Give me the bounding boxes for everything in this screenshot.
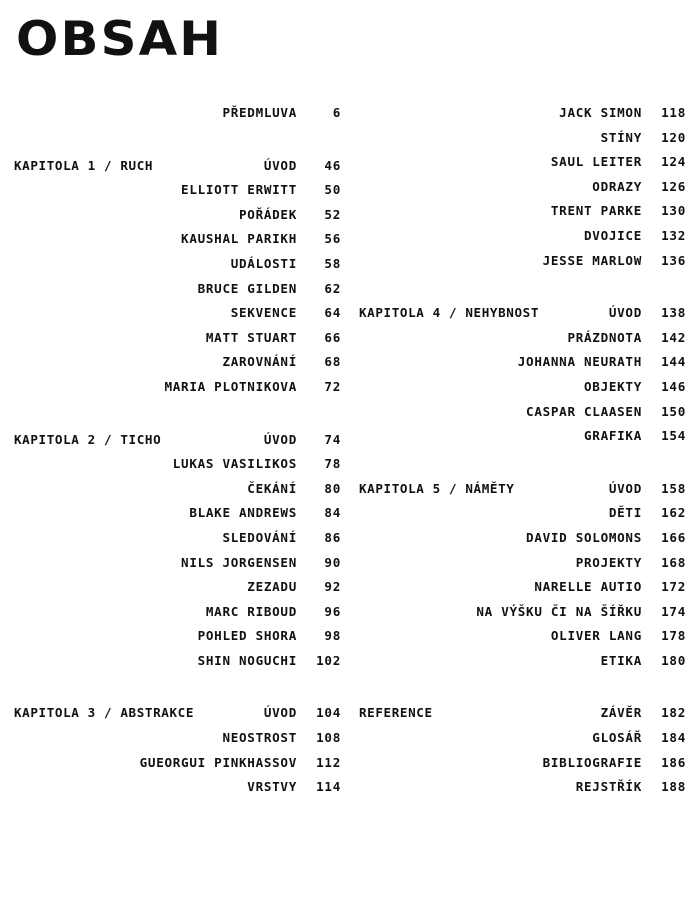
toc-page-number: 58: [324, 255, 341, 271]
toc-page-number: 162: [661, 505, 686, 521]
toc-page-number: 154: [661, 428, 686, 444]
toc-entry-row[interactable]: [14, 755, 341, 780]
toc-entry-row[interactable]: [14, 779, 341, 804]
toc-page-number: 46: [324, 157, 341, 173]
toc-entry-title: ÚVOD: [263, 157, 297, 173]
toc-entry-row[interactable]: [14, 530, 341, 555]
toc-entry-row[interactable]: [14, 281, 341, 306]
toc-entry-title: ELLIOTT ERWITT: [181, 182, 297, 198]
page-title: OBSAH: [16, 12, 224, 67]
toc-entry-title: DVOJICE: [584, 227, 642, 243]
toc-chapter-label: KAPITOLA 2 / TICHO: [14, 431, 162, 447]
toc-page-number: 142: [661, 329, 686, 345]
toc-entry-title: SHIN NOGUCHI: [197, 652, 297, 668]
toc-page-number: 186: [661, 754, 686, 770]
toc-entry-row[interactable]: [14, 653, 341, 678]
toc-page-number: 56: [324, 231, 341, 247]
toc-entry-row[interactable]: [14, 256, 341, 281]
toc-entry-title: NARELLE AUTIO: [534, 579, 642, 595]
toc-entry-row[interactable]: [14, 555, 341, 580]
toc-entry-row[interactable]: [14, 182, 341, 207]
toc-entry-title: ÚVOD: [608, 305, 642, 321]
toc-entry-row[interactable]: [359, 379, 686, 404]
toc-entry-title: BRUCE GILDEN: [197, 280, 297, 296]
toc-entry-title: LUKAS VASILIKOS: [172, 456, 297, 472]
toc-entry-row[interactable]: [359, 330, 686, 355]
toc-page-number: 96: [324, 603, 341, 619]
toc-entry-title: VRSTVY: [247, 779, 297, 795]
toc-entry-row[interactable]: [359, 505, 686, 530]
section-spacer: [359, 277, 686, 305]
toc-chapter-row[interactable]: [359, 305, 686, 330]
toc-entry-title: JACK SIMON: [559, 105, 642, 120]
toc-page-number: 66: [324, 329, 341, 345]
toc-entry-row[interactable]: [359, 404, 686, 429]
toc-entry-title: NA VÝŠKU ČI NA ŠÍŘKU: [476, 603, 642, 619]
toc-page-number: 188: [661, 779, 686, 795]
toc-entry-title: ZAROVNÁNÍ: [222, 354, 297, 370]
toc-entry-row[interactable]: [14, 505, 341, 530]
toc-entry-title: ODRAZY: [592, 178, 642, 194]
toc-page-number: 184: [661, 730, 686, 746]
toc-page-number: 86: [324, 529, 341, 545]
toc-entry-title: JOHANNA NEURATH: [517, 354, 642, 370]
toc-entry-title: STÍNY: [600, 129, 642, 145]
toc-entry-row[interactable]: [14, 604, 341, 629]
toc-entry-row[interactable]: [14, 207, 341, 232]
toc-entry-row[interactable]: [14, 305, 341, 330]
toc-entry-row[interactable]: [14, 481, 341, 506]
toc-entry-title: BLAKE ANDREWS: [189, 505, 297, 521]
toc-entry-title: SLEDOVÁNÍ: [222, 529, 297, 545]
toc-entry-title: TRENT PARKE: [550, 203, 642, 219]
toc-entry-title: ČEKÁNÍ: [247, 480, 297, 496]
toc-entry-title: BIBLIOGRAFIE: [542, 754, 642, 770]
toc-entry-row[interactable]: [359, 555, 686, 580]
toc-entry-row[interactable]: [14, 330, 341, 355]
toc-entry-title: NEOSTROST: [222, 730, 297, 746]
toc-page-number: 138: [661, 305, 686, 321]
toc-entry-row[interactable]: [359, 130, 686, 155]
toc-entry-row[interactable]: [14, 730, 341, 755]
toc-entry-title: ÚVOD: [263, 431, 297, 447]
toc-entry-row[interactable]: [359, 228, 686, 253]
section-spacer: [14, 404, 341, 432]
toc-page-number: 118: [661, 105, 686, 120]
toc-entry-row[interactable]: [359, 428, 686, 453]
toc-entry-title: NILS JORGENSEN: [181, 554, 297, 570]
toc-entry-title: KAUSHAL PARIKH: [181, 231, 297, 247]
toc-entry-title: REJSTŘÍK: [575, 779, 642, 795]
toc-page-number: 168: [661, 554, 686, 570]
toc-page-number: 150: [661, 403, 686, 419]
toc-page-number: 136: [661, 252, 686, 268]
toc-page-number: 158: [661, 480, 686, 496]
toc-page-number: 114: [316, 779, 341, 795]
toc-chapter-label: KAPITOLA 5 / NÁMĚTY: [359, 480, 515, 496]
toc-chapter-row[interactable]: [14, 432, 341, 457]
toc-entry-title: SEKVENCE: [230, 305, 297, 321]
toc-page-number: 130: [661, 203, 686, 219]
toc-page-number: 108: [316, 730, 341, 746]
toc-page-number: 6: [332, 105, 341, 120]
toc-page-number: 90: [324, 554, 341, 570]
toc-entry-row[interactable]: [359, 730, 686, 755]
toc-entry-row[interactable]: [359, 105, 686, 130]
section-spacer: [14, 677, 341, 705]
toc-page-number: 68: [324, 354, 341, 370]
toc-entry-row[interactable]: [359, 579, 686, 604]
toc-entry-title: ETIKA: [600, 652, 642, 668]
section-spacer: [14, 130, 341, 158]
toc-entry-title: OBJEKTY: [584, 378, 642, 394]
toc-entry-row[interactable]: [359, 779, 686, 804]
toc-page-number: 98: [324, 628, 341, 644]
toc-page-number: 172: [661, 579, 686, 595]
toc-page-number: 50: [324, 182, 341, 198]
toc-page-number: 120: [661, 129, 686, 145]
toc-entry-title: POHLED SHORA: [197, 628, 297, 644]
toc-page-number: 146: [661, 378, 686, 394]
toc-page-number: 92: [324, 579, 341, 595]
toc-page-number: 166: [661, 529, 686, 545]
toc-entry-row[interactable]: [14, 579, 341, 604]
section-spacer: [359, 677, 686, 705]
toc-entry-row[interactable]: [14, 105, 341, 130]
toc-entry-title: JESSE MARLOW: [542, 252, 642, 268]
toc-entry-title: OLIVER LANG: [550, 628, 642, 644]
toc-entry-row[interactable]: [359, 154, 686, 179]
toc-entry-title: CASPAR CLAASEN: [526, 403, 642, 419]
toc-entry-title: SAUL LEITER: [550, 154, 642, 170]
toc-entry-row[interactable]: [359, 604, 686, 629]
toc-entry-title: PROJEKTY: [575, 554, 642, 570]
toc-chapter-label: KAPITOLA 1 / RUCH: [14, 157, 154, 173]
toc-entry-title: ZEZADU: [247, 579, 297, 595]
toc-page-number: 80: [324, 480, 341, 496]
toc-entry-row[interactable]: [14, 628, 341, 653]
toc-page-number: 104: [316, 705, 341, 721]
toc-chapter-label: KAPITOLA 3 / ABSTRAKCE: [14, 705, 195, 721]
toc-chapter-row[interactable]: [14, 705, 341, 730]
toc-entry-title: MATT STUART: [205, 329, 297, 345]
toc-entry-row[interactable]: [359, 354, 686, 379]
toc-entry-row[interactable]: [359, 253, 686, 278]
toc-entry-title: GRAFIKA: [584, 428, 642, 444]
toc-page-number: 52: [324, 206, 341, 222]
toc-page-number: 144: [661, 354, 686, 370]
toc-entry-title: DĚTI: [608, 505, 642, 521]
toc-entry-title: MARIA PLOTNIKOVA: [164, 378, 297, 394]
toc-entry-row[interactable]: [359, 755, 686, 780]
toc-chapter-label: REFERENCE: [359, 705, 433, 721]
toc-chapter-row[interactable]: [359, 481, 686, 506]
toc-entry-row[interactable]: [14, 456, 341, 481]
toc-page-number: 74: [324, 431, 341, 447]
toc-entry-title: GLOSÁŘ: [592, 730, 642, 746]
toc-page-number: 78: [324, 456, 341, 472]
toc-entry-row[interactable]: [359, 628, 686, 653]
toc-page-number: 126: [661, 178, 686, 194]
toc-page-number: 132: [661, 227, 686, 243]
toc-entry-title: MARC RIBOUD: [205, 603, 297, 619]
toc-entry-title: GUEORGUI PINKHASSOV: [139, 754, 297, 770]
toc-entry-row[interactable]: [14, 379, 341, 404]
toc-entry-title: PRÁZDNOTA: [567, 329, 642, 345]
toc-page-number: 112: [316, 754, 341, 770]
contents-column-left: [14, 105, 341, 804]
toc-entry-row[interactable]: [359, 179, 686, 204]
toc-entry-row[interactable]: [359, 203, 686, 228]
toc-page-number: 84: [324, 505, 341, 521]
toc-entry-row[interactable]: [14, 231, 341, 256]
toc-page-number: 62: [324, 280, 341, 296]
toc-page-number: 64: [324, 305, 341, 321]
toc-entry-title: ZÁVĚR: [600, 705, 642, 721]
toc-entry-title: ÚVOD: [263, 705, 297, 721]
toc-page-number: 178: [661, 628, 686, 644]
toc-chapter-label: KAPITOLA 4 / NEHYBNOST: [359, 305, 540, 321]
section-spacer: [359, 453, 686, 481]
toc-entry-title: DAVID SOLOMONS: [526, 529, 642, 545]
toc-chapter-row[interactable]: [14, 158, 341, 183]
toc-page-number: 174: [661, 603, 686, 619]
toc-page-number: 180: [661, 652, 686, 668]
toc-page-number: 102: [316, 652, 341, 668]
toc-page-number: 124: [661, 154, 686, 170]
toc-entry-title: PŘEDMLUVA: [222, 105, 297, 120]
toc-entry-row[interactable]: [359, 653, 686, 678]
contents-columns: [14, 105, 686, 804]
toc-page-number: 182: [661, 705, 686, 721]
toc-entry-title: ÚVOD: [608, 480, 642, 496]
toc-entry-title: UDÁLOSTI: [230, 255, 297, 271]
toc-chapter-row[interactable]: [359, 705, 686, 730]
toc-page-number: 72: [324, 378, 341, 394]
toc-entry-title: POŘÁDEK: [239, 206, 297, 222]
contents-column-right: [359, 105, 686, 804]
toc-entry-row[interactable]: [14, 354, 341, 379]
toc-entry-row[interactable]: [359, 530, 686, 555]
